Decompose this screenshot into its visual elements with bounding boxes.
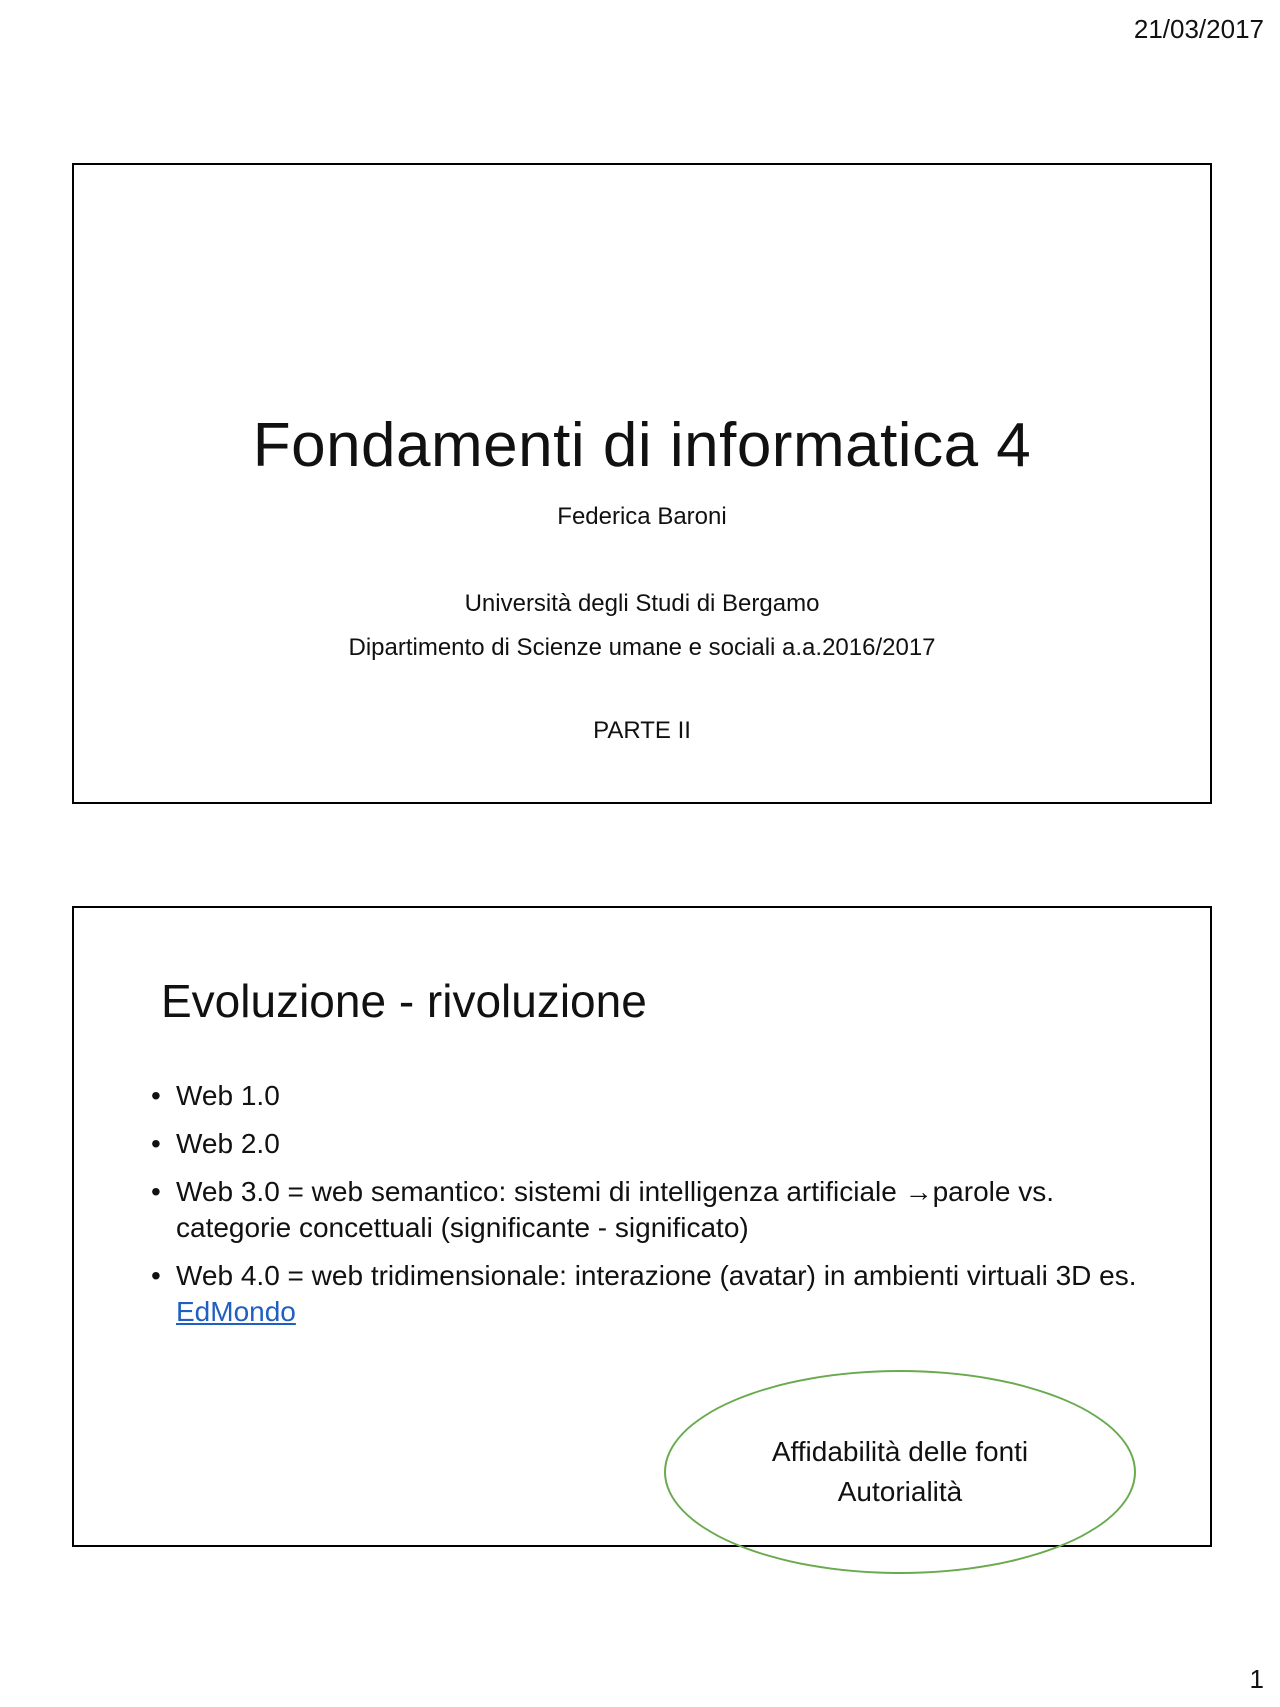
list-item (151, 1078, 1151, 1114)
bullet-icon: • (151, 1080, 161, 1111)
bullet-list (151, 1078, 1151, 1342)
bullet-icon: • (151, 1260, 161, 1291)
callout-ellipse (664, 1370, 1136, 1574)
slide-title: Fondamenti di informatica 4 (252, 411, 1032, 480)
list-item (151, 1258, 1151, 1330)
page-date: 21/03/2017 (1133, 14, 1264, 44)
part-label: PARTE II (593, 717, 691, 744)
university-name: Università degli Studi di Bergamo (464, 590, 820, 617)
bullet-icon: • (151, 1176, 161, 1207)
list-item (151, 1126, 1151, 1162)
slide-title: Evoluzione - rivoluzione (161, 975, 647, 1027)
list-item-text: Web 2.0 (176, 1128, 280, 1159)
callout-line-2: Autorialità (837, 1476, 963, 1507)
title-slide (72, 163, 1212, 804)
content-slide (72, 906, 1212, 1547)
author-name: Federica Baroni (557, 503, 727, 530)
list-item (151, 1174, 1151, 1246)
page-number: 1 (1249, 1664, 1264, 1694)
edmondo-link[interactable]: EdMondo (176, 1296, 296, 1327)
list-item-text: Web 4.0 = web tridimensionale: interazione (avatar) in ambienti virtuali 3D es. (176, 1260, 1137, 1291)
list-item-text: Web 1.0 (176, 1080, 280, 1111)
callout-line-1: Affidabilità delle fonti (771, 1436, 1029, 1467)
list-item-text: Web 3.0 = web semantico: sistemi di intelligenza artificiale →parole vs. categorie concettuali (significante - significato) (176, 1176, 1054, 1243)
bullet-icon: • (151, 1128, 161, 1159)
department-name: Dipartimento di Scienze umane e sociali a.a.2016/2017 (348, 634, 936, 661)
